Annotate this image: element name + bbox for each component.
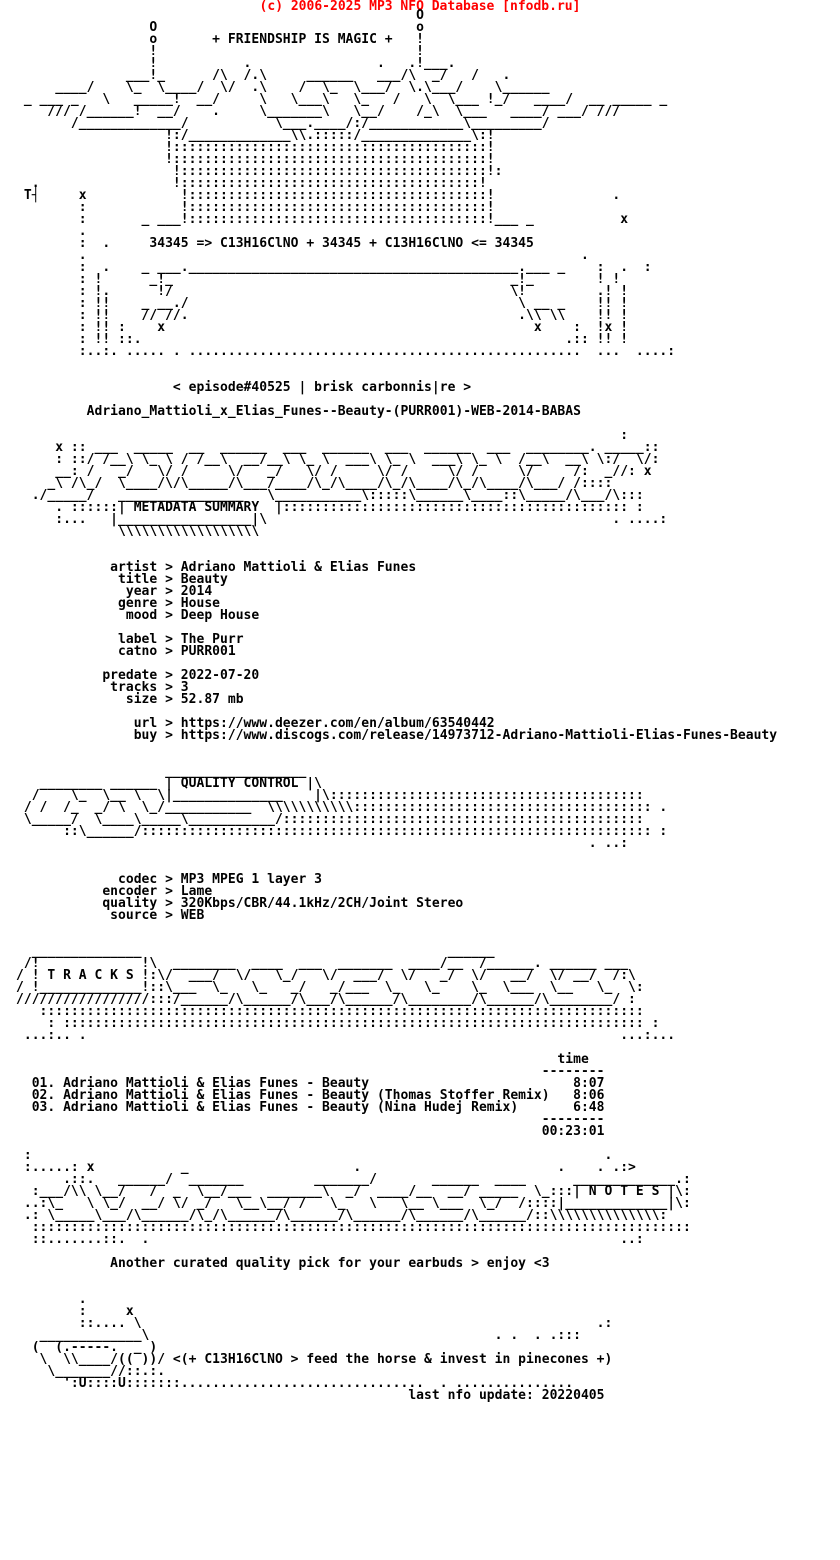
nfo-ascii-text: O O o o + FRIENDSHIP IS MAGIC + ! ! ! ! . . .!___. ___!_ /\ /.\ ______ ___/\ _/ / . ____/ \_ \____/ \/ .\ / \_ \___/ \.\___/ \______ _ ___ _ \ _____! __/ \ \___\ \_ / \ \___ !_/ ____/ __ _____ _ /// /______! __/ . \_______\ \__/ /_\ \___ ____/ ___/ /// /_____________/ \___.____/:/____________\_________/ !:/_____________\\.:::::/______________\:! !::::::::::::::::::::::::::::::::::::::::! !::::::::::::::::::::::::::::::::::::::::! !:::::::::::::::::::::::::::::::::::::::!: . !::::::::::::::::::::::::::::::::::::::! T┤ x !::::::::::::::::::::::::::::::::::::::! . : !::::::::::::::::::::::::::::::::::::::! : _ ___!::::::::::::::::::::::::::::::::::::::!___ _ x . : . 34345 => C13H16ClNO + 34345 + C13H16ClNO <= 34345 . . : . _ ___.__________________________________________.___ _ : . : : ! _!_ _!_ ! ! : !. !/ \! .! ! : !! _ __./ \ __ _ !! ! : !! // //. .\\ \\ !! ! : !! : x x : !x ! : !! ::. .:: !! ! :..:. ..... . .................................................. ... ....: < episode#40525 | brisk carbonnis|re > Adriano_Mattioli_x_Elias_Funes--Beauty-(PURR001)-WEB-2014-BABAS : x :: ___ _____ __ ______ ___ ______ ___ ______ ___ ________. _____:: : ::/ /__\ \_ \ / /__\ __/__\ \_ \ ___\ \_ \ ___\ \_ \ /__\ __\ \:/ \/: __: / _/ \/ / \/ _/ \/ / \/ / \/ / \/ /: _//: x _\ /\_/ \____/\/\_____/\___/____/\_/\____/\_/\____/\_/\____/\___/ /:::: ./_____/ ________________ \___________\:::::\______\____::\_____/\___/\::: . ::::::| METADATA SUMMARY |:::::::::::::::::::::::::::::::::::::::::::: : :... |_________________|\ . ....: \\\\\\\\\\\\\\\\\\ artist > Adriano Mattioli & Elias Funes title > Beauty year > 2014 genre > House mood > Deep House label > The Purr catno > PURR001 predate > 2022-07-20 tracks > 3 size > 52.87 mb url > https://www.deezer.com/en/album/63540442 buy > https://www.discogs.com/release/14973712-Adriano-Mattioli-Elias-Funes-Beauty __________________ ________ ______ | QUALITY CONTROL |\ / \_ \__ \ \|______________ |\:::::::::::::::::::::::::::::::::::::::: / / /_ _/ \ \_/___________ \\\\\\\\\\\:::::::::::::::::::::::::::::::::::::: . \_____/ \____\_____\___________/:::::::::::::::::::::::::::::::::::::::::::::: ::\______/::::::::::::::::::::::::::::::::::::::::::::::::::::::::::::::::: : . ..: codec > MP3 MPEG 1 layer 3 encoder > Lame quality > 320Kbps/CBR/44.1kHz/2CH/Joint Stereo source > WEB ______________ ______ /! !\ ________ ____ ___ _______ ____/__ /______. ______ ___ / ! T R A C K S !:\/ ___/ \/ \_/ \/ ___/ \/ _/ \/ __/ \/ __/ /:\ / !_____________!::\___ \_ \_ _/ _/___ \_ \_ \_ \___ \__ \_ \: /////////////////:::/______/\______/\___/\______/\________/\______/\________/ : ::::::::::::::::::::::::::::::::::::::::::::::::::::::::::::::::::::::::::::: : :::::::::::::::::::::::::::::::::::::::::::::::::::::::::::::::::::::::::: : ...:.. . ...:... time -------- 01. Adriano Mattioli & Elias Funes - Beauty 8:07 02. Adriano Mattioli & Elias Funes - Beauty (Thomas Stoffer Remix) 8:06 03. Adriano Mattioli & Elias Funes - Beauty (Nina Hudej Remix) 6:48 -------- 00:23:01 : . :.....: x _ . . . .:> .::. ______/ _______ _______/ ______ ____ _____________.: :___/\\ \__/ / _ \__/___ _______\ _/ ____/__ __/ _____ \_:::| N O T E S |\: ..:\_ \ \_/ __/ \/ _/ \__\__/ / \_ \ \__ \___ \_/ /::::|_____________|\: .: \_____\___/\______/\_/\______/\______/\______/\______/\______/::\\\\\\\\\\\\\\: :::::::::::::::::::::::::::::::::::::::::::::::::::::::::::::::::::::::::::::::::::: ::.......::. . ..: Another curated quality pick for your earbuds > enjoy <3 . : x ::.... \ .: _____________\ . . . .::: ( (.-----. _ ) \ \\____/(( ))/ <(+ C13H16ClNO > feed the horse & invest in pinecones +) \_______//::.:. ':U::::U:::::::............................... . ............... last nfo update: 20220405 (16, 8, 778, 1403)
page-header: (c) 2006-2025 MP3 NFO Database [nfodb.ru] (259, 0, 581, 14)
